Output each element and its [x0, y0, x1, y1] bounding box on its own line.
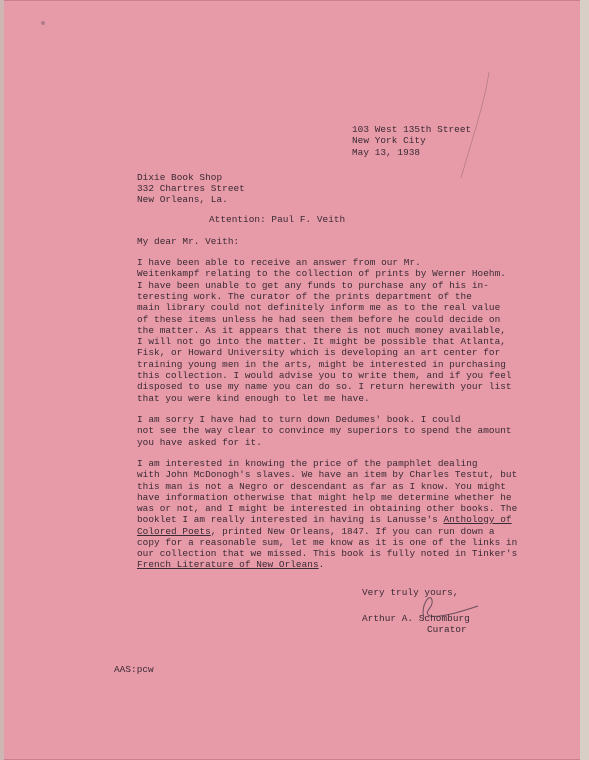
body-line: I am interested in knowing the price of the pamphlet dealing [137, 458, 478, 469]
body-line: main library could not definitely inform me as to the real value [137, 302, 501, 313]
body-line: training young men in the arts, might be interested in purchasing [137, 359, 506, 370]
scan-right-edge [580, 0, 589, 760]
recipient-name: Dixie Book Shop [137, 172, 223, 183]
body-line [137, 526, 495, 537]
body-line: of these items unless he had seen them before he could decide on [137, 314, 501, 325]
body-line: have information otherwise that might help me determine whether he [137, 492, 512, 503]
book-title-colored-poets: Colored Poets [137, 526, 211, 537]
paper-spot [38, 18, 48, 28]
body-line: copy for a reasonable sum, let me know as it is one of the links in [137, 537, 518, 548]
signer-name: Arthur A. Schomburg [362, 613, 470, 624]
signer-title: Curator [427, 624, 467, 635]
body-line [137, 559, 324, 570]
recipient-street: 332 Chartres Street [137, 183, 245, 194]
paper-left-edge [0, 0, 4, 760]
pencil-mark [455, 70, 495, 180]
body-line: not see the way clear to convince my superiors to spend the amount [137, 425, 512, 436]
body-text: , printed New Orleans, 1847. If you can run down a [210, 526, 495, 537]
body-text: . [318, 559, 325, 570]
salutation: My dear Mr. Veith: [137, 236, 240, 247]
typist-initials: AAS:pcw [114, 664, 154, 675]
body-line [137, 514, 512, 525]
body-line: our collection that we missed. This book is fully noted in Tinker's [137, 548, 518, 559]
body-line: I am sorry I have had to turn down Dedumes' book. I could [137, 414, 461, 425]
body-line: this collection. I would advise you to write them, and if you feel [137, 370, 512, 381]
body-line: disposed to use my name you can do so. I return herewith your list [137, 381, 512, 392]
body-line: Fisk, or Howard University which is developing an art center for [137, 347, 501, 358]
body-line: Weitenkampf relating to the collection of prints by Werner Hoehm. [137, 268, 506, 279]
sender-street: 103 West 135th Street [352, 124, 472, 135]
recipient-city: New Orleans, La. [137, 194, 228, 205]
body-line: I have been able to receive an answer from our Mr. [137, 257, 421, 268]
body-line: you have asked for it. [137, 437, 262, 448]
book-title-anthology: Anthology of [443, 514, 512, 525]
body-line: this man is not a Negro or descendant as far as I know. You might [137, 481, 506, 492]
body-line: was or not, and I might be interested in obtaining other books. The [137, 503, 518, 514]
book-title-french-literature: French Literature of New Orleans [137, 559, 319, 570]
attention-line: Attention: Paul F. Veith [209, 214, 346, 225]
body-line: with John McDonogh's slaves. We have an item by Charles Testut, but [137, 469, 518, 480]
body-line: teresting work. The curator of the prints department of the [137, 291, 472, 302]
body-line: the matter. As it appears that there is not much money available, [137, 325, 506, 336]
sender-city: New York City [352, 135, 426, 146]
letter-date: May 13, 1938 [352, 147, 421, 158]
body-line: that you were kind enough to let me have. [137, 393, 370, 404]
body-line: I have been unable to get any funds to purchase any of his in- [137, 280, 489, 291]
body-line: I will not go into the matter. It might be possible that Atlanta, [137, 336, 506, 347]
body-text: booklet I am really interested in having is Lanusse's [137, 514, 444, 525]
handwritten-signature [410, 588, 490, 622]
closing: Very truly yours, [362, 587, 459, 598]
